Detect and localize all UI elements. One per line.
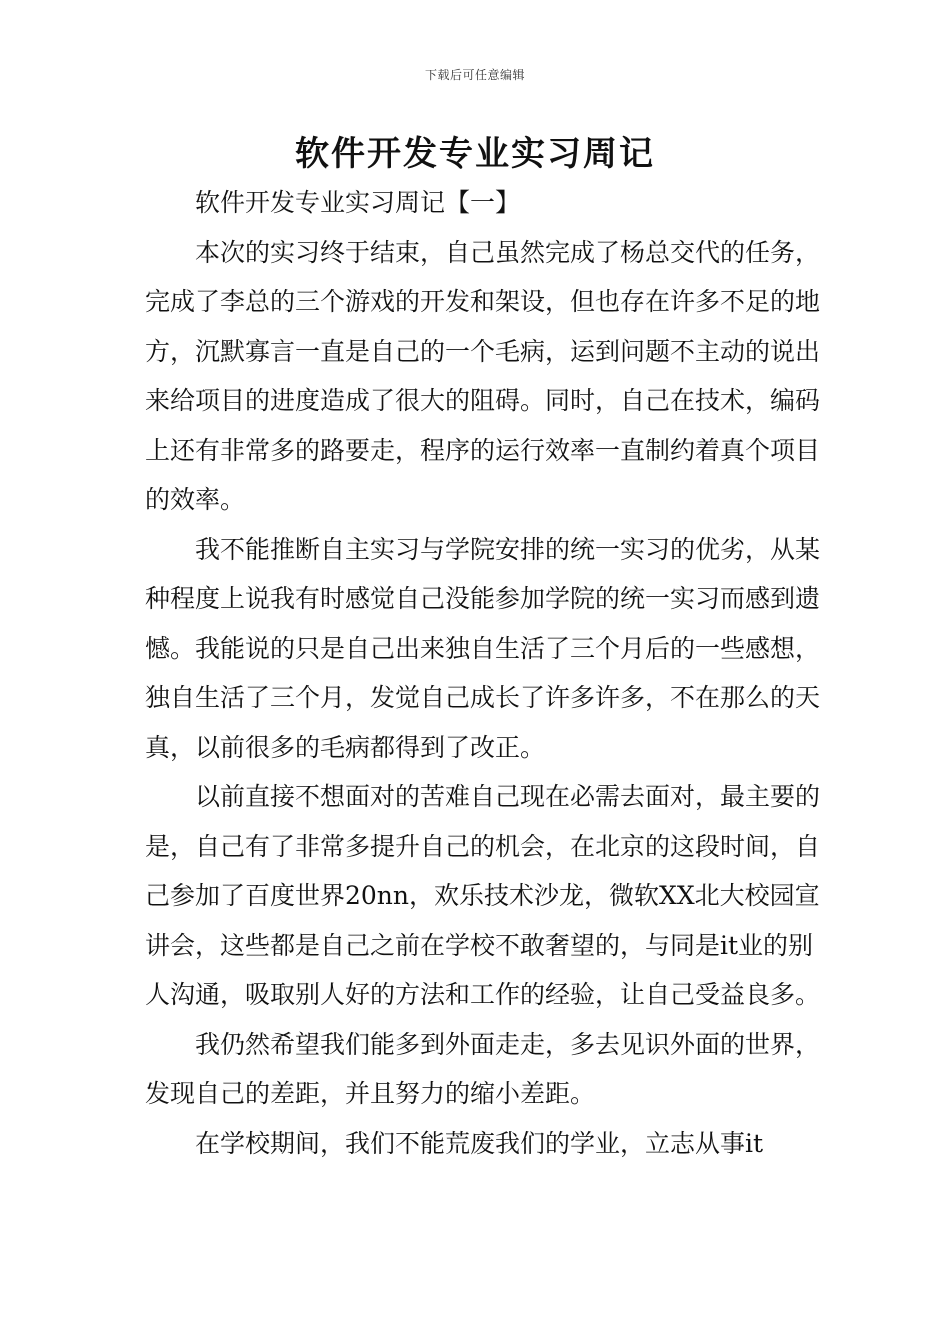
- section-heading: 软件开发专业实习周记【一】: [195, 188, 521, 217]
- paragraph-4: 我仍然希望我们能多到外面走走，多去见识外面的世界，发现自己的差距，并且努力的缩小差距。: [145, 1029, 821, 1108]
- paragraph-1: 本次的实习终于结束，自己虽然完成了杨总交代的任务，完成了李总的三个游戏的开发和架设，但也存在许多不足的地方，沉默寡言一直是自己的一个毛病，运到问题不主动的说出来给项目的进度造成了很大的阻碍。同时，自己在技术，编码上还有非常多的路要走，程序的运行效率一直制约着真个项目的效率。: [145, 237, 821, 514]
- header-note: 下载后可任意编辑: [424, 68, 525, 82]
- document-title: 软件开发专业实习周记: [295, 134, 655, 174]
- document-body: [145, 178, 825, 1168]
- paragraph-5: 在学校期间，我们不能荒废我们的学业，立志从事it: [195, 1128, 764, 1158]
- paragraph-2: 我不能推断自主实习与学院安排的统一实习的优劣，从某种程度上说我有时感觉自己没能参加学院的统一实习而感到遗憾。我能说的只是自己出来独自生活了三个月后的一些感想，独自生活了三个月，发觉自己成长了许多许多，不在那么的天真，以前很多的毛病都得到了改正。: [145, 534, 821, 762]
- paragraph-3: 以前直接不想面对的苦难自己现在必需去面对，最主要的是，自己有了非常多提升自己的机会，在北京的这段时间，自己参加了百度世界20nn，欢乐技术沙龙，微软XX北大校园宣讲会，这些都是自己之前在学校不敢奢望的，与同是it业的别人沟通，吸取别人好的方法和工作的经验，让自己受益良多。: [145, 782, 821, 1009]
